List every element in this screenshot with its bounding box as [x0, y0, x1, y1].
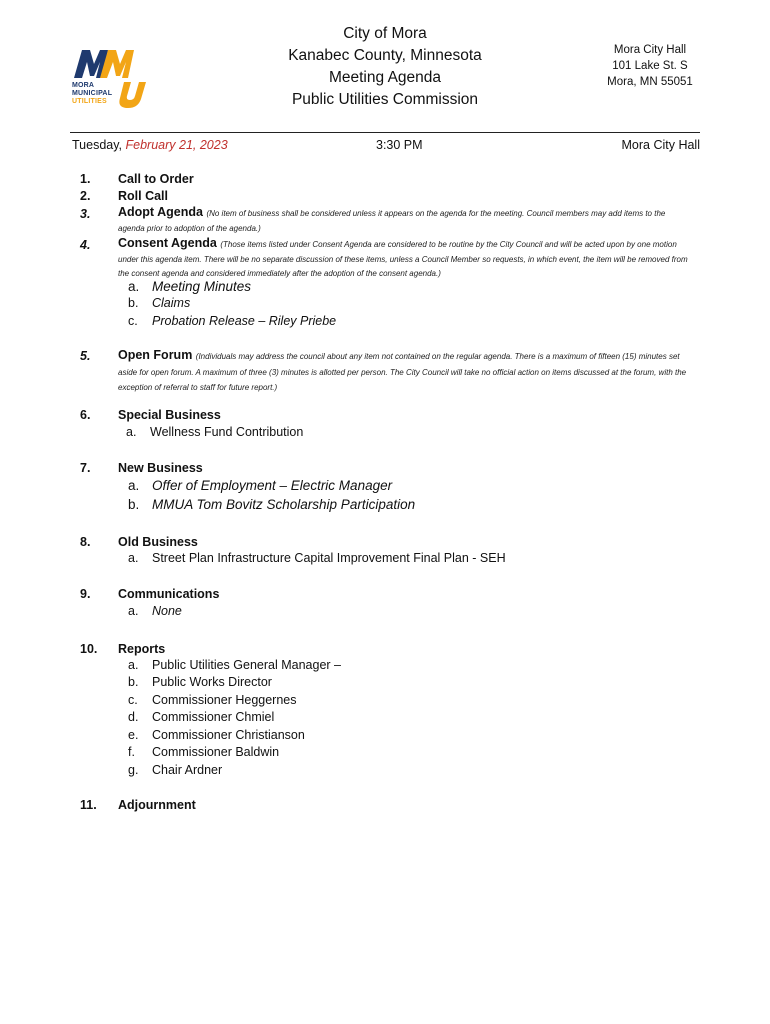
logo-wordmark: [72, 82, 112, 106]
header-doc-type: Meeting Agenda: [328, 69, 442, 86]
sub-text: Public Utilities General Manager –: [152, 658, 341, 672]
sub-text: None: [152, 604, 182, 618]
sub-text: MMUA Tom Bovitz Scholarship Participation: [152, 497, 416, 512]
meeting-day: Tuesday,: [72, 138, 126, 152]
item-number: 7.: [80, 461, 91, 475]
address-line-1: Mora City Hall: [613, 44, 687, 56]
sub-letter: c.: [128, 314, 138, 328]
item-title: Consent Agenda: [118, 236, 217, 250]
sub-letter: a.: [128, 478, 140, 493]
sub-text: Offer of Employment – Electric Manager: [152, 478, 393, 493]
item-number: 3.: [80, 207, 91, 221]
sub-text: Wellness Fund Contribution: [150, 425, 304, 439]
logo-line-3: UTILITIES: [72, 98, 107, 105]
sub-letter: b.: [128, 675, 139, 689]
sub-text: Meeting Minutes: [152, 279, 252, 294]
sub-letter: a.: [128, 279, 140, 294]
header-county: Kanabec County, Minnesota: [288, 47, 482, 64]
sub-text: Commissioner Heggernes: [152, 693, 297, 707]
item-title: Call to Order: [118, 172, 194, 186]
sub-letter: a.: [128, 604, 139, 618]
meeting-time: 3:30 PM: [376, 138, 423, 152]
address-line-3: Mora, MN 55051: [607, 76, 693, 88]
header-city: City of Mora: [343, 25, 427, 42]
meeting-info-row: [72, 138, 700, 154]
header-divider: [70, 132, 700, 133]
sub-letter: g.: [128, 763, 139, 777]
item-title: Adjournment: [118, 798, 196, 812]
sub-letter: a.: [128, 551, 139, 565]
sub-letter: b.: [128, 296, 139, 310]
sub-text: Probation Release – Riley Priebe: [152, 314, 337, 328]
logo-line-1: MORA: [72, 82, 95, 89]
item-note: (No item of business shall be considered unless it appears on the agenda for the meeting. Council members may add items to the agenda prior to adoption of the agenda.): [118, 209, 666, 233]
meeting-date-value: February 21, 2023: [125, 138, 228, 152]
meeting-date: [72, 138, 228, 152]
item-number: 11.: [80, 798, 97, 812]
item-number: 8.: [80, 535, 91, 549]
sub-text: Commissioner Baldwin: [152, 745, 280, 759]
item-note: (Individuals may address the council about any item not contained on the regular agenda. There is a maximum of fifteen (15) minutes set aside for open forum. A maximum of three (3) minutes is allotted per person. The City Council will take no official action on items discussed at the forum, with the exception of referral to staff for future report.): [118, 352, 687, 392]
item-number: 6.: [80, 408, 91, 422]
item-title: Open Forum: [118, 348, 193, 362]
item-number: 10.: [80, 642, 98, 656]
sub-letter: e.: [128, 728, 139, 742]
sub-text: Street Plan Infrastructure Capital Improvement Final Plan - SEH: [152, 551, 506, 565]
header-body: Public Utilities Commission: [291, 91, 479, 108]
sub-text: Claims: [152, 296, 191, 310]
item-number: 9.: [80, 587, 91, 601]
item-title: Reports: [118, 642, 166, 656]
logo-line-2: MUNICIPAL: [72, 90, 113, 97]
item-title: New Business: [118, 461, 203, 475]
sub-letter: a.: [126, 425, 137, 439]
sub-letter: c.: [128, 693, 138, 707]
address-line-2: 101 Lake St. S: [612, 60, 688, 72]
item-number: 2.: [80, 189, 91, 203]
sub-letter: b.: [128, 497, 140, 512]
document-header: [230, 23, 540, 111]
sub-text: Commissioner Christianson: [152, 728, 305, 742]
item-title: Roll Call: [118, 189, 169, 203]
sub-text: Public Works Director: [152, 675, 272, 689]
sub-letter: f.: [128, 745, 135, 759]
sub-letter: d.: [128, 710, 139, 724]
sub-text: Chair Ardner: [152, 763, 223, 777]
item-title: Old Business: [118, 535, 198, 549]
item-number: 5.: [80, 349, 91, 363]
item-title: Adopt Agenda: [118, 205, 203, 219]
sub-text: Commissioner Chmiel: [152, 710, 275, 724]
item-number: 1.: [80, 172, 91, 186]
item-note: (Those items listed under Consent Agenda are considered to be routine by the City Council and will be acted upon by one motion under this agenda item. There will be no separate discussion of these items, unless a Council Member so requests, in which event, the item will be removed from the consent agenda and considered immediately after the adoption of the consent agenda.): [118, 240, 688, 278]
item-title: Communications: [118, 587, 220, 601]
item-title: Special Business: [118, 408, 221, 422]
sub-letter: a.: [128, 658, 139, 672]
meeting-location: Mora City Hall: [621, 138, 700, 152]
item-number: 4.: [80, 238, 91, 252]
address-block: [585, 42, 715, 90]
